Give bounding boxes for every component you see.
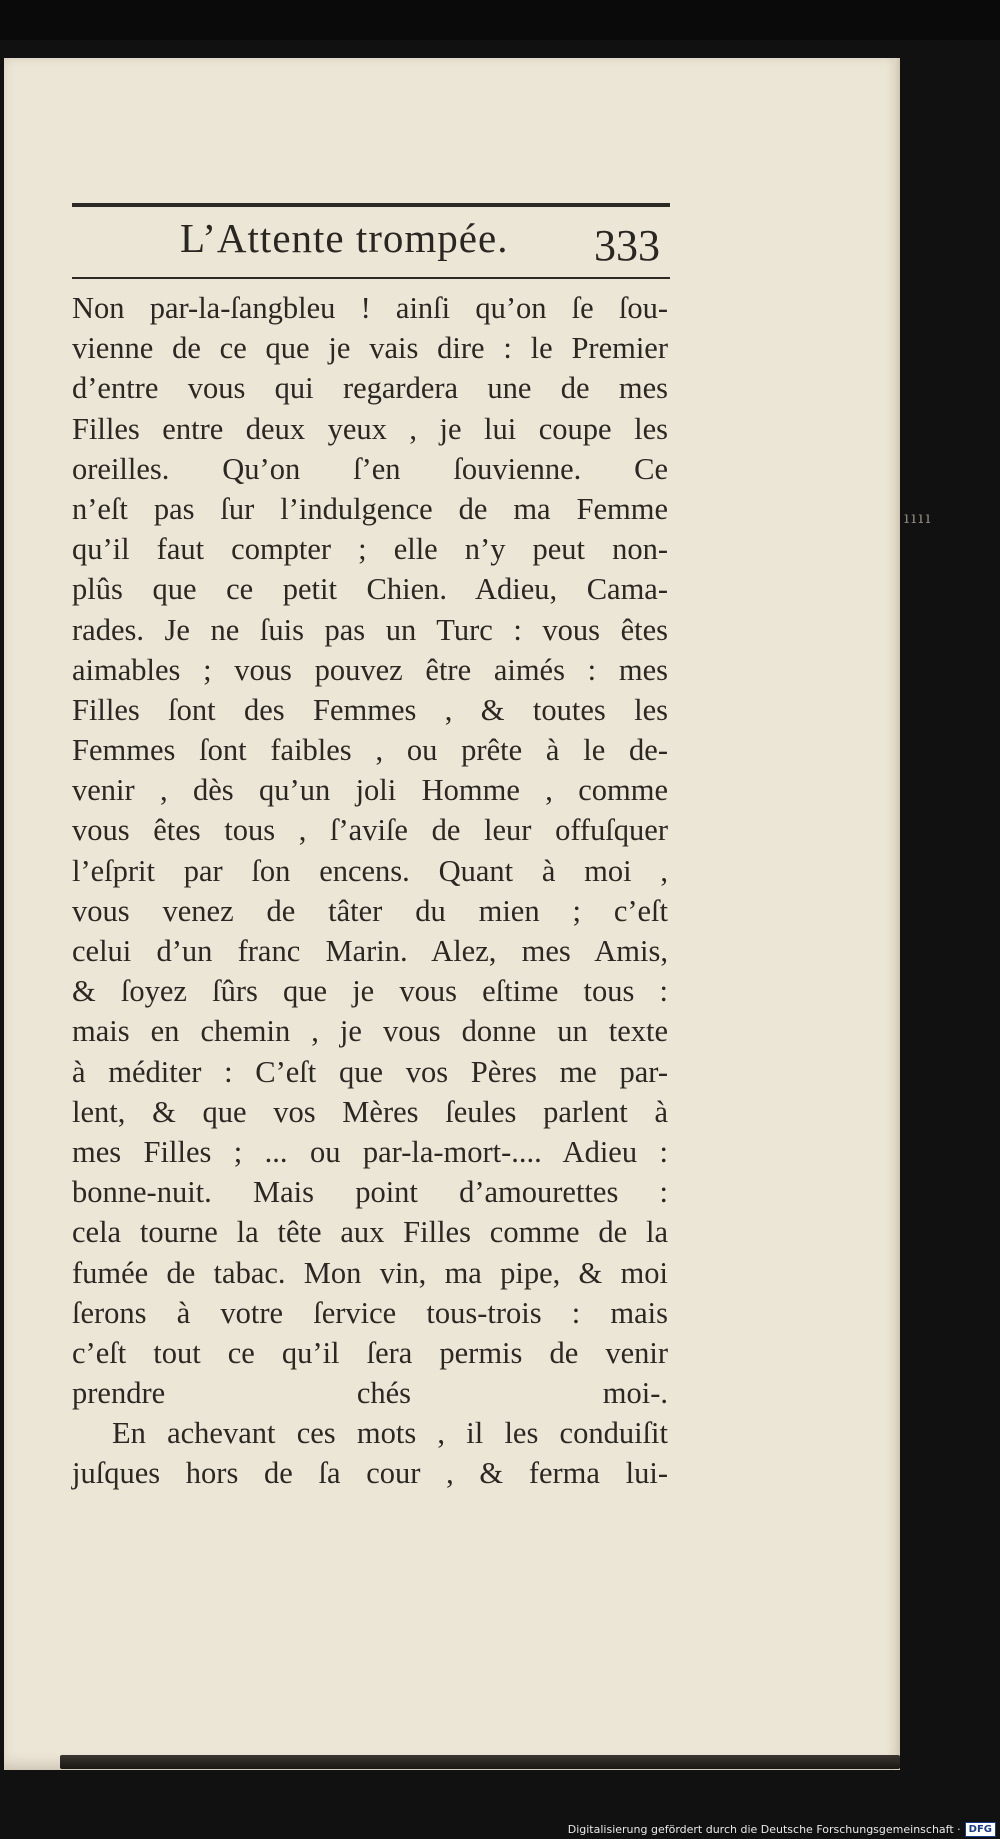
text-line: d’entre vous qui regardera une de mes bbox=[72, 371, 668, 406]
text-line: mes Filles ; ... ou par-la-mort-.... Adieu : bbox=[72, 1134, 668, 1169]
running-head: L’Attente trompée. bbox=[180, 215, 509, 261]
text-line: aimables ; vous pouvez être aimés : mes bbox=[72, 652, 668, 687]
scanner-top-border bbox=[0, 0, 1000, 40]
text-line: c’eſt tout ce qu’il ſera permis de venir bbox=[72, 1335, 668, 1370]
text-line: venir , dès qu’un joli Homme , comme bbox=[72, 773, 668, 808]
body-text bbox=[72, 288, 668, 1494]
text-line: Femmes ſont faibles , ou prête à le de- bbox=[72, 733, 668, 768]
text-line: à méditer : C’eſt que vos Pères me par- bbox=[72, 1054, 668, 1089]
text-line: ſerons à votre ſervice tous-trois : mais bbox=[72, 1295, 668, 1330]
text-line: mais en chemin , je vous donne un texte bbox=[72, 1014, 668, 1049]
page-bottom-shadow bbox=[60, 1755, 900, 1769]
credit-text: Digitalisierung gefördert durch die Deutsche Forschungsgemeinschaft · bbox=[567, 1823, 961, 1836]
text-line: fumée de tabac. Mon vin, ma pipe, & moi bbox=[72, 1255, 668, 1290]
dfg-logo-icon: DFG bbox=[965, 1822, 996, 1837]
text-line: celui d’un franc Marin. Alez, mes Amis, bbox=[72, 934, 668, 968]
text-line: vous venez de tâter du mien ; c’eſt bbox=[72, 893, 668, 928]
text-line: l’eſprit par ſon encens. Quant à moi , bbox=[72, 853, 668, 888]
text-line: vienne de ce que je vais dire : le Premier bbox=[72, 331, 668, 366]
text-line: bonne-nuit. Mais point d’amourettes : bbox=[72, 1175, 668, 1210]
text-line: n’eſt pas ſur l’indulgence de ma Femme bbox=[72, 491, 668, 526]
text-line: vous êtes tous , ſ’aviſe de leur offuſquer bbox=[72, 813, 668, 848]
page-number: 333 bbox=[594, 221, 660, 270]
digitization-credit bbox=[568, 1822, 996, 1837]
header-rule-bottom bbox=[72, 277, 670, 279]
text-line: lent, & que vos Mères ſeules parlent à bbox=[72, 1094, 668, 1129]
text-line: cela tourne la tête aux Filles comme de la bbox=[72, 1215, 668, 1250]
text-line: Filles entre deux yeux , je lui coupe les bbox=[72, 411, 668, 446]
text-line: prendre chés moi-. bbox=[72, 1376, 668, 1411]
page-edge bbox=[894, 58, 900, 1770]
text-line: Non par-la-ſangbleu ! ainſi qu’on ſe ſou- bbox=[72, 291, 668, 325]
text-line: & ſoyez ſûrs que je vous eſtime tous : bbox=[72, 974, 668, 1009]
header-rule-top bbox=[72, 203, 670, 207]
text-line: rades. Je ne ſuis pas un Turc : vous êtes bbox=[72, 612, 668, 647]
text-line: oreilles. Qu’on ſ’en ſouvienne. Ce bbox=[72, 451, 668, 486]
margin-marks: ıııı bbox=[904, 508, 933, 527]
text-line: Filles ſont des Femmes , & toutes les bbox=[72, 692, 668, 727]
text-line: plûs que ce petit Chien. Adieu, Cama- bbox=[72, 572, 668, 607]
text-line: En achevant ces mots , il les conduiſit bbox=[112, 1416, 668, 1451]
text-line: qu’il faut compter ; elle n’y peut non- bbox=[72, 532, 668, 567]
text-line: juſques hors de ſa cour , & ferma lui- bbox=[72, 1456, 668, 1491]
